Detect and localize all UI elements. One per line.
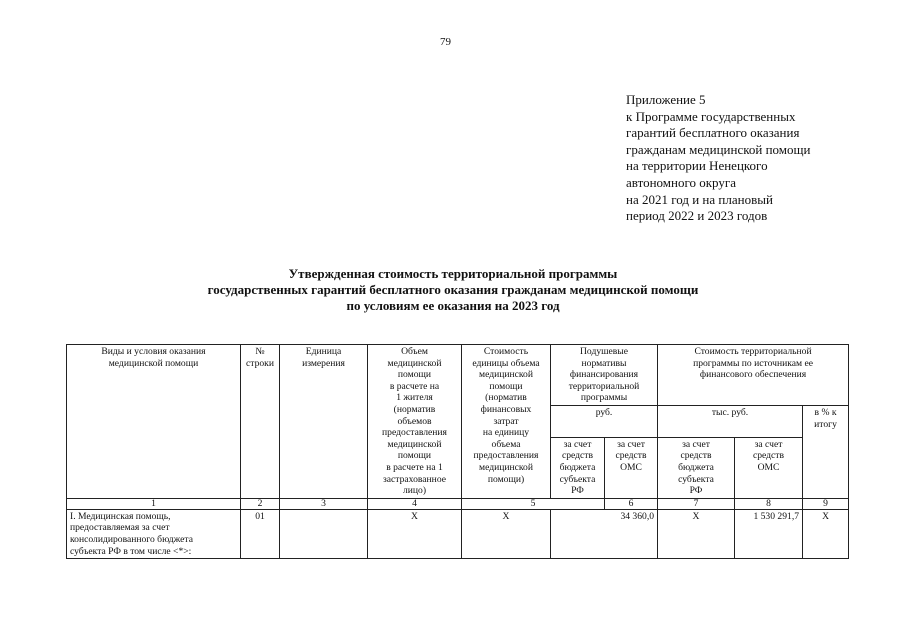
header-rub: руб. [551,405,658,437]
page-number: 79 [440,36,451,48]
row-unit [280,509,368,558]
header-types: Виды и условия оказания медицинской помощи [67,345,241,499]
document-title [120,266,786,314]
column-number: 2 [241,498,280,509]
appendix-line: к Программе государственных [626,108,796,124]
appendix-line: автономного округа [626,174,736,190]
column-number: 3 [280,498,368,509]
header-row-number: № строки [241,345,280,499]
header-thous-rub: тыс. руб. [658,405,803,437]
appendix-line: гражданам медицинской помощи [626,141,811,157]
header-per-capita-budget: за счет средств бюджета субъекта РФ [551,437,605,498]
column-number: 6 [605,498,658,509]
row-per-capita-oms: X [658,509,735,558]
row-total-budget: 1 530 291,7 [735,509,803,558]
row-per-capita-budget: 34 360,0 [551,509,658,558]
cost-table [66,344,849,559]
row-label: I. Медицинская помощь, предоставляемая за счет консолидированного бюджета субъекта РФ в том числе <*>: [67,509,241,558]
header-unit-cost: Стоимость единицы объема медицинской помощи (норматив финансовых затрат на единицу объема предоставления медицинской помощи) [462,345,551,499]
row-total-oms: X [803,509,849,558]
appendix-note [626,92,886,225]
appendix-line: на территории Ненецкого [626,158,768,174]
row-unit-cost: X [462,509,551,558]
header-total-oms: за счет средств ОМС [735,437,803,498]
appendix-line: Приложение 5 [626,92,706,107]
row-volume: X [368,509,462,558]
title-line: по условиям ее оказания на 2023 год [346,298,560,313]
column-number: 8 [735,498,803,509]
row-number: 01 [241,509,280,558]
column-number: 1 [67,498,241,509]
header-total-budget: за счет средств бюджета субъекта РФ [658,437,735,498]
appendix-line: период 2022 и 2023 годов [626,208,768,224]
header-volume: Объем медицинской помощи в расчете на 1 жителя (норматив объемов предоставления медицинской помощи в расчете на 1 застрахованное лицо) [368,345,462,499]
title-line: Утвержденная стоимость территориальной программы [288,266,618,281]
header-per-capita: Подушевые нормативы финансирования территориальной программы [551,345,658,406]
appendix-line: гарантий бесплатного оказания [626,125,800,141]
title-line: государственных гарантий бесплатного оказания гражданам медицинской помощи [207,282,699,297]
table-row [67,509,849,558]
appendix-line: на 2021 год и на плановый [626,191,773,207]
column-number: 5 [462,498,605,509]
header-per-capita-oms: за счет средств ОМС [605,437,658,498]
column-number: 7 [658,498,735,509]
header-unit: Единица измерения [280,345,368,499]
header-percent: в % к итогу [803,405,849,498]
column-number: 4 [368,498,462,509]
column-number: 9 [803,498,849,509]
header-total-cost: Стоимость территориальной программы по источникам ее финансового обеспечения [658,345,849,406]
